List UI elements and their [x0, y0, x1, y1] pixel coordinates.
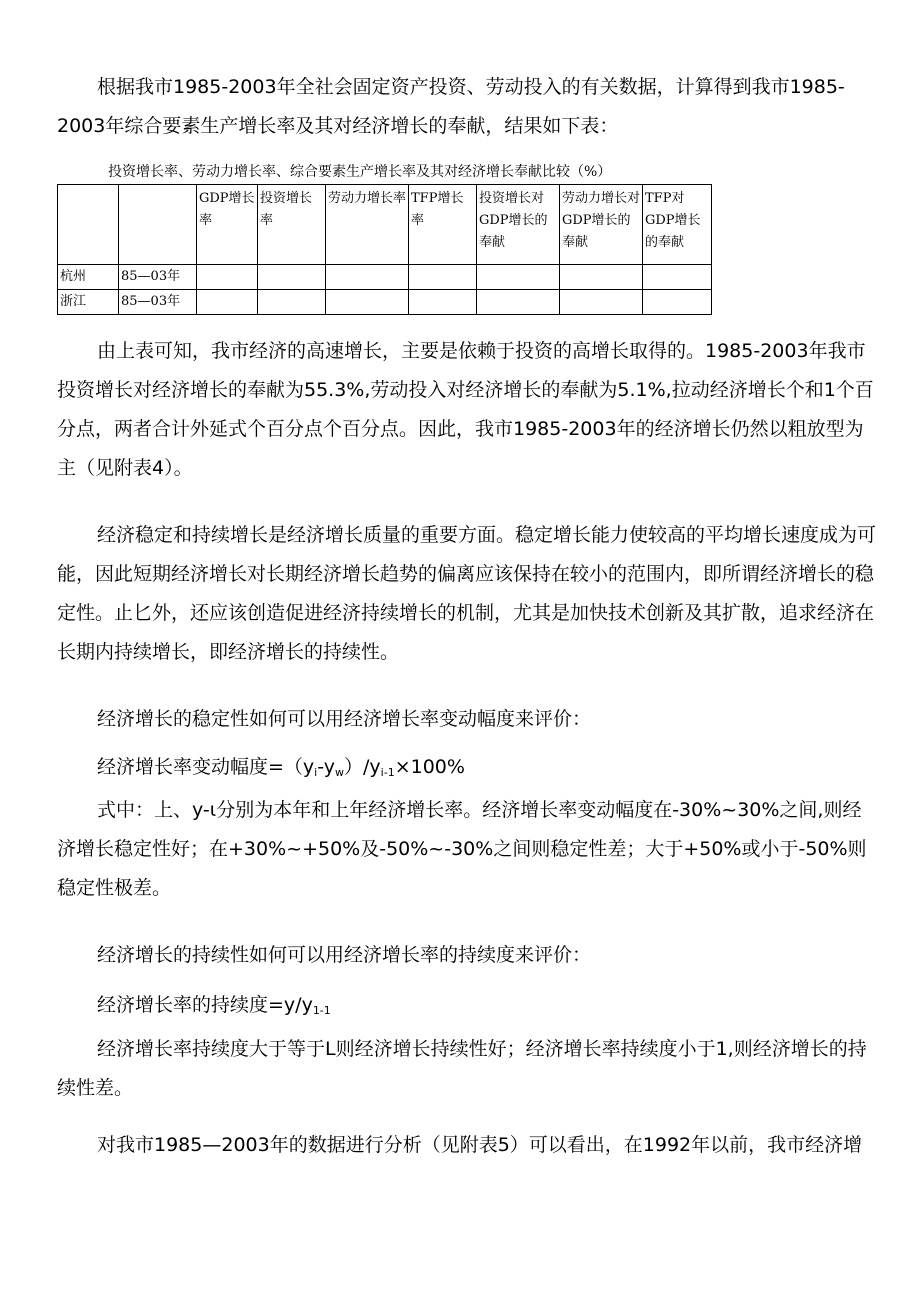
header-tfp-growth: TFP增长率 [409, 185, 477, 265]
header-labor-contribution: 劳动力增长对GDP增长的奉献 [560, 185, 643, 265]
table-cell [560, 290, 643, 315]
table-cell [258, 290, 326, 315]
row-region: 浙江 [58, 290, 119, 315]
header-empty-cell [119, 185, 197, 265]
formula-sustainability: 经济增长率的持续度$=y/y_{1-1}$ [97, 994, 331, 1017]
header-gdp-growth: GDP增长率 [197, 185, 258, 265]
table-header-row [58, 185, 712, 265]
row-period: 85—03年 [119, 265, 197, 290]
table-cell [258, 265, 326, 290]
paragraph-sustainability-criteria: 经济增长率持续度大于等于L则经济增长持续性好；经济增长率持续度小于1,则经济增长的持续性差。 [57, 1038, 867, 1099]
header-investment-contribution: 投资增长对GDP增长的奉献 [477, 185, 560, 265]
table-cell [197, 290, 258, 315]
paragraph-intro: 根据我市1985-2003年全社会固定资产投资、劳动投入的有关数据，计算得到我市1985-2003年综合要素生产增长率及其对经济增长的奉献，结果如下表： [57, 76, 845, 137]
formula-variation: 经济增长率变动幅度$=(y_i-y_w)/y_{i-1}\times 100\%$ [97, 756, 465, 779]
paragraph-stability-intro: 经济稳定和持续增长是经济增长质量的重要方面。稳定增长能力使较高的平均增长速度成为可能，因此短期经济增长对长期经济增长趋势的偏离应该保持在较小的范围内，即所谓经济增长的稳定性。止匕外，还应该创造促进经济持续增长的机制，尤其是加快技术创新及其扩散，追求经济在长期内持续增长，即经济增长的持续性。 [57, 524, 877, 663]
table-cell [326, 290, 409, 315]
paragraph-data-analysis: 对我市1985—2003年的数据进行分析（见附表5）可以看出，在1992年以前，我市经济增 [97, 1134, 863, 1156]
table-row [58, 290, 712, 315]
table-cell [197, 265, 258, 290]
header-empty-cell [58, 185, 119, 265]
row-period: 85—03年 [119, 290, 197, 315]
table-cell [643, 265, 712, 290]
table-cell [477, 265, 560, 290]
header-labor-growth: 劳动力增长率 [326, 185, 409, 265]
table-caption: 投资增长率、劳动力增长率、综合要素生产增长率及其对经济增长奉献比较（%） [108, 164, 612, 180]
paragraph-stability-measure: 经济增长的稳定性如何可以用经济增长率变动幅度来评价： [97, 708, 592, 730]
table-row [58, 265, 712, 290]
table-cell [477, 290, 560, 315]
paragraph-sustainability-measure: 经济增长的持续性如何可以用经济增长率的持续度来评价： [97, 944, 592, 966]
header-investment-growth: 投资增长率 [258, 185, 326, 265]
table-cell [326, 265, 409, 290]
paragraph-investment-analysis: 由上表可知，我市经济的高速增长，主要是依赖于投资的高增长取得的。1985-2003年我市投资增长对经济增长的奉献为55.3%,劳动投入对经济增长的奉献为5.1%,拉动经济增长个和1个百分点，两者合计外延式个百分点个百分点。因此，我市1985-2003年的经济增长仍然以粗放型为主（见附表4）。 [57, 340, 874, 479]
table-cell [409, 265, 477, 290]
table-cell [409, 290, 477, 315]
row-region: 杭州 [58, 265, 119, 290]
header-tfp-contribution: TFP对GDP增长的奉献 [643, 185, 712, 265]
table-cell [560, 265, 643, 290]
paragraph-formula-explanation: 式中：上、y-ι分别为本年和上年经济增长率。经济增长率变动幅度在-30%~30%之间,则经济增长稳定性好；在+30%~+50%及-50%~-30%之间则稳定性差；大于+50%或小于-50%则稳定性极差。 [57, 799, 867, 899]
table-cell [643, 290, 712, 315]
comparison-table [57, 184, 712, 315]
